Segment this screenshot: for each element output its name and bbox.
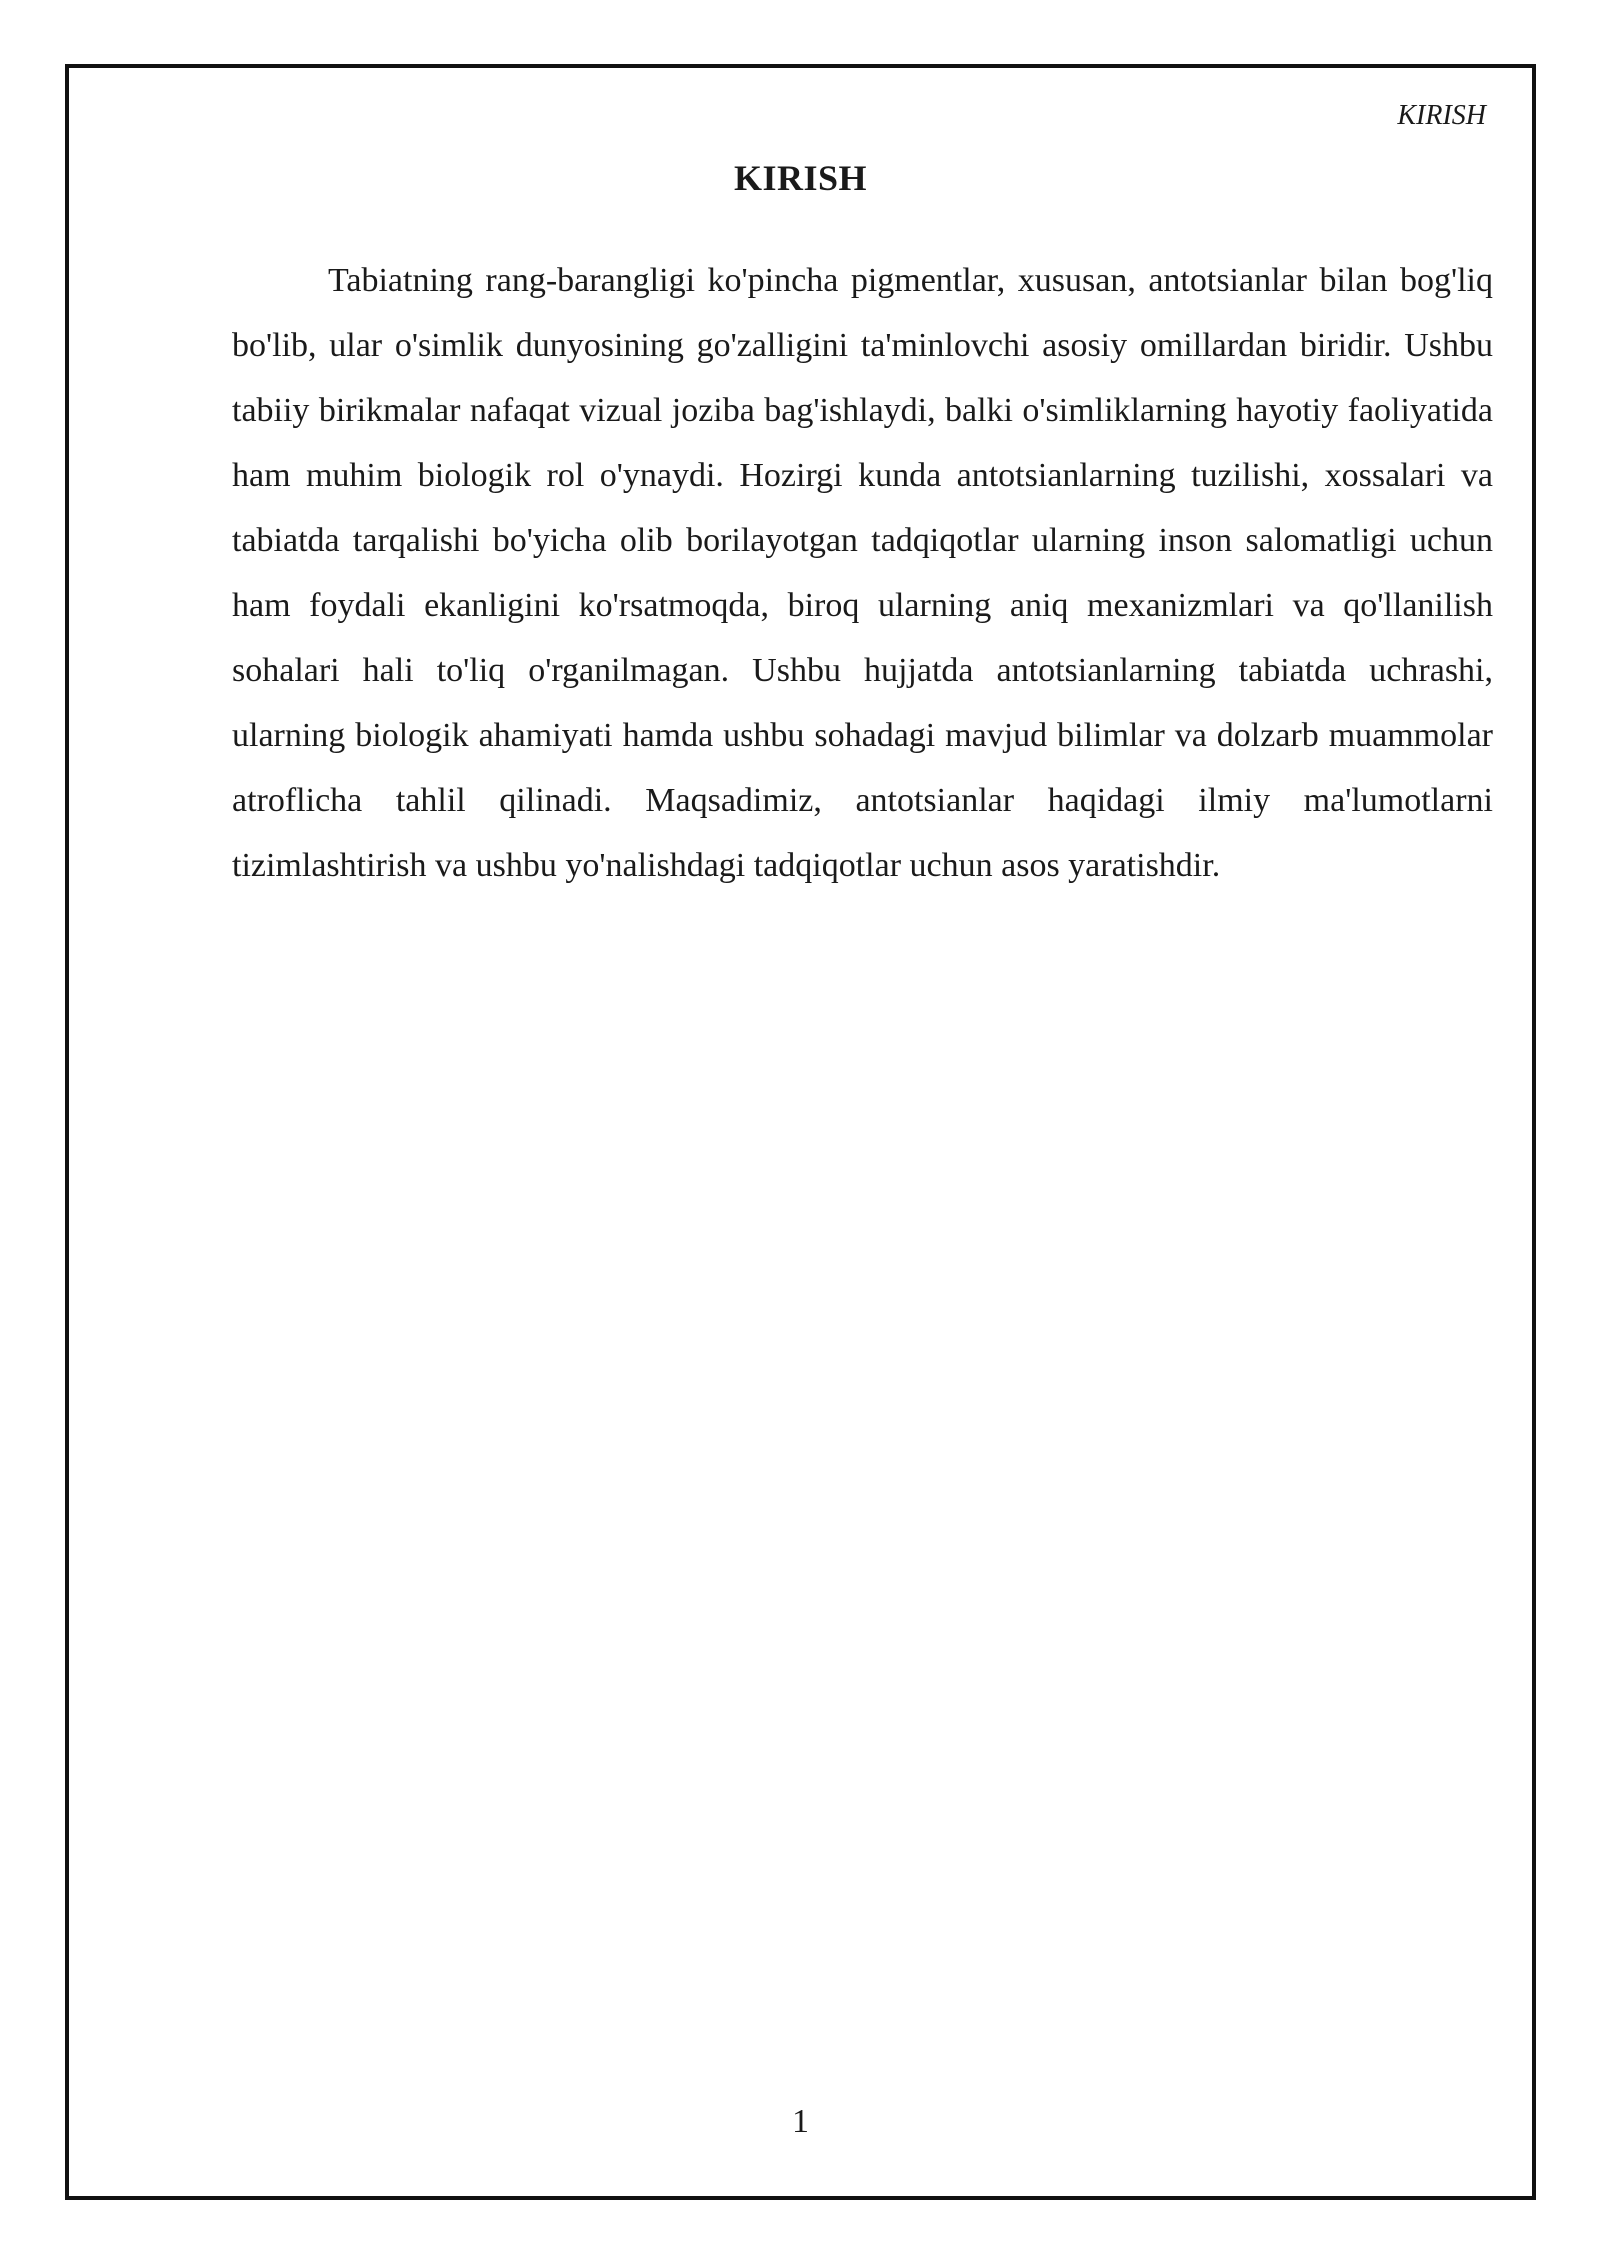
section-heading: KIRISH (733, 158, 868, 198)
page-border (65, 64, 1536, 2200)
running-header: KIRISH (1397, 100, 1486, 131)
page-number: 1 (792, 2103, 809, 2140)
body-paragraph: Tabiatning rang-barangligi ko'pincha pigmentlar, xususan, antotsianlar bilan bog'liq bo'lib, ular o'simlik dunyosining go'zalligini ta'minlovchi asosiy omillardan biridir. Ushbu tabiiy birikmalar nafaqat vizual joziba bag'ishlaydi, balki o'simliklarning hayotiy faoliyatida ham muhim biologik rol o'ynaydi. Hozirgi kunda antotsianlarning tuzilishi, xossalari va tabiatda tarqalishi bo'yicha olib borilayotgan tadqiqotlar ularning inson salomatligi uchun ham foydali ekanligini ko'rsatmoqda, biroq ularning aniq mexanizmlari va qo'llanilish sohalari hali to'liq o'rganilmagan. Ushbu hujjatda antotsianlarning tabiatda uchrashi, ularning biologik ahamiyati hamda ushbu sohadagi mavjud bilimlar va dolzarb muammolar atroflicha tahlil qilinadi. Maqsadimiz, antotsianlar haqidagi ilmiy ma'lumotlarni tizimlashtirish va ushbu yo'nalishdagi tadqiqotlar uchun asos yaratishdir. (232, 262, 1493, 884)
